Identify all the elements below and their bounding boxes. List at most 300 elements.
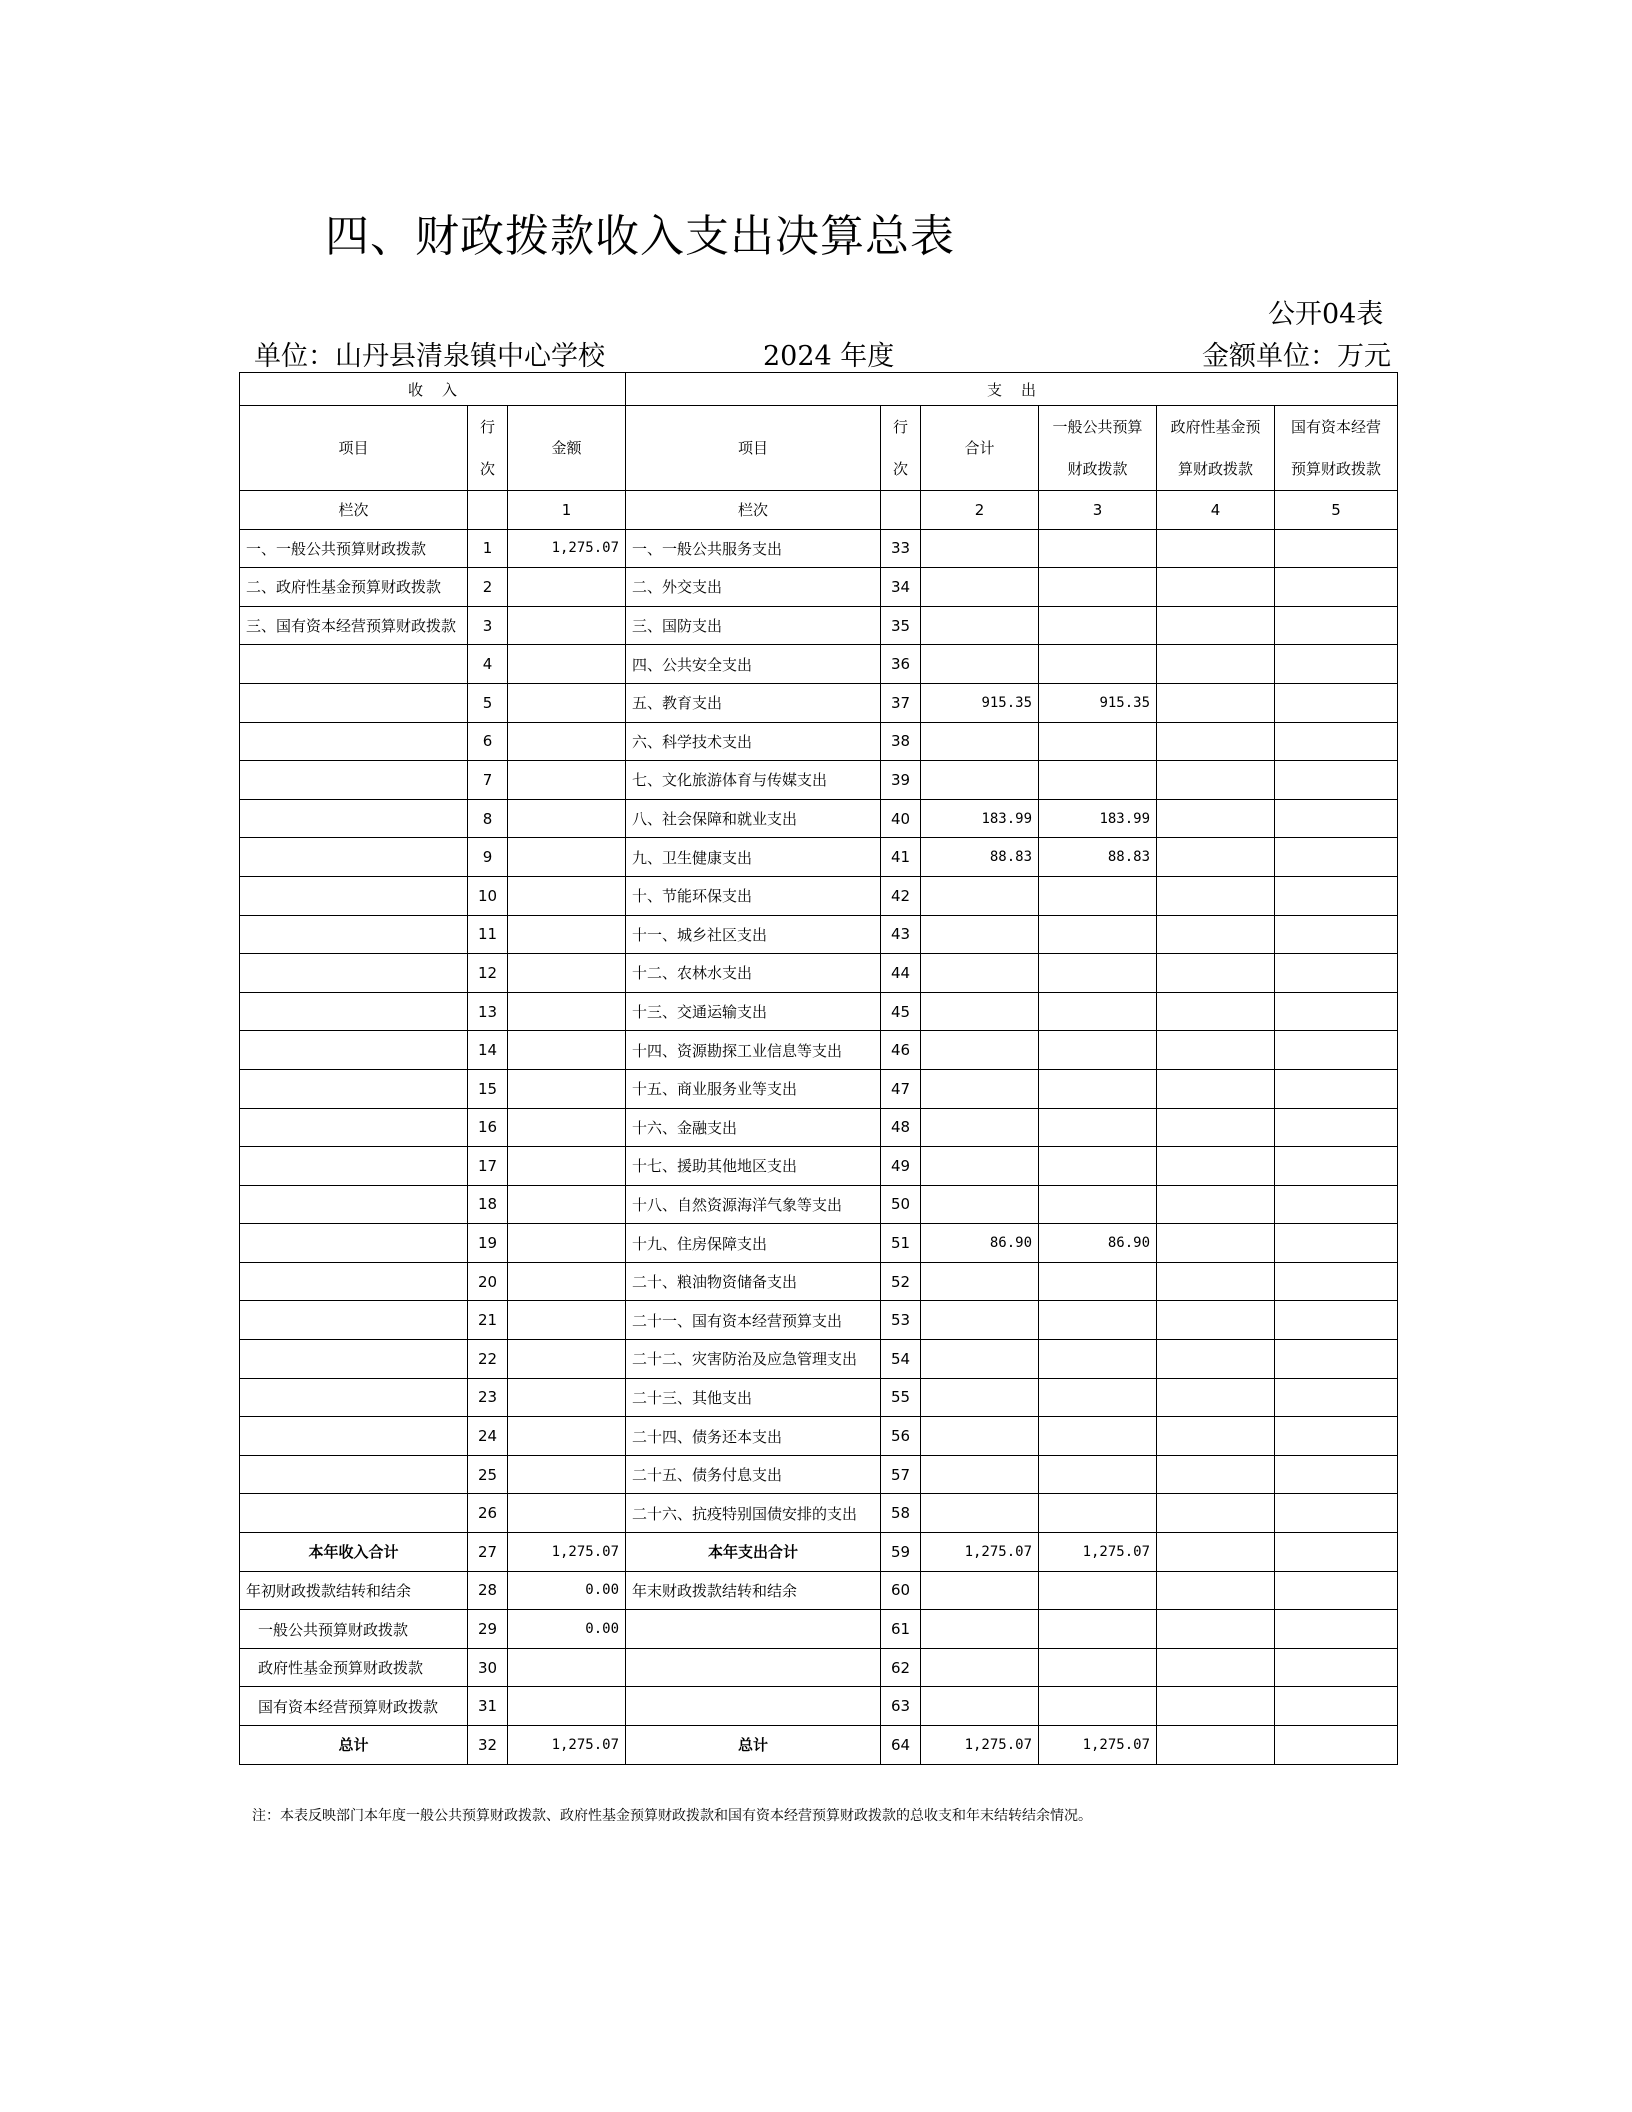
expense-gov-fund bbox=[1157, 915, 1275, 954]
expense-general-budget: 88.83 bbox=[1039, 838, 1157, 877]
expense-total bbox=[921, 1262, 1039, 1301]
expense-gov-fund bbox=[1157, 683, 1275, 722]
expense-gov-fund bbox=[1157, 799, 1275, 838]
carryover-row bbox=[240, 1571, 1398, 1610]
income-amount bbox=[508, 1378, 626, 1417]
row-number: 50 bbox=[881, 1185, 921, 1224]
expense-gov-fund bbox=[1157, 1494, 1275, 1533]
expense-state-capital bbox=[1275, 992, 1398, 1031]
row-number: 64 bbox=[881, 1726, 921, 1765]
expense-item: 二十三、其他支出 bbox=[626, 1378, 881, 1417]
income-amount bbox=[508, 1108, 626, 1147]
table-row bbox=[240, 722, 1398, 761]
begin-state-capital-label: 国有资本经营预算财政拨款 bbox=[240, 1687, 468, 1726]
expense-total bbox=[921, 915, 1039, 954]
income-amount bbox=[508, 683, 626, 722]
expense-gov-fund bbox=[1157, 954, 1275, 993]
expense-state-capital bbox=[1275, 1185, 1398, 1224]
table-row bbox=[240, 529, 1398, 568]
row-number: 44 bbox=[881, 954, 921, 993]
row-number: 23 bbox=[468, 1378, 508, 1417]
table-row bbox=[240, 799, 1398, 838]
row-number: 49 bbox=[881, 1147, 921, 1186]
general-budget-header: 一般公共预算财政拨款 bbox=[1039, 406, 1157, 491]
row-number: 62 bbox=[881, 1648, 921, 1687]
end-carryover-label: 年末财政拨款结转和结余 bbox=[626, 1571, 881, 1610]
row-number: 52 bbox=[881, 1262, 921, 1301]
empty-cell bbox=[1275, 1571, 1398, 1610]
table-row bbox=[240, 1031, 1398, 1070]
table-row bbox=[240, 1455, 1398, 1494]
empty-cell bbox=[626, 1648, 881, 1687]
empty-cell bbox=[1157, 1571, 1275, 1610]
income-item bbox=[240, 954, 468, 993]
empty-cell bbox=[1039, 1687, 1157, 1726]
expense-general-budget bbox=[1039, 529, 1157, 568]
expense-gov-fund bbox=[1157, 606, 1275, 645]
header-row-sections bbox=[240, 373, 1398, 406]
expense-total bbox=[921, 1301, 1039, 1340]
income-amount bbox=[508, 1262, 626, 1301]
expense-total bbox=[921, 1378, 1039, 1417]
expense-general-budget bbox=[1039, 1301, 1157, 1340]
empty-cell bbox=[1275, 1687, 1398, 1726]
expense-item: 十、节能环保支出 bbox=[626, 876, 881, 915]
empty-cell bbox=[1275, 1610, 1398, 1649]
income-amount bbox=[508, 761, 626, 800]
row-number: 22 bbox=[468, 1340, 508, 1379]
expense-state-capital bbox=[1275, 1494, 1398, 1533]
expense-gov-fund bbox=[1157, 992, 1275, 1031]
row-number: 42 bbox=[881, 876, 921, 915]
expense-total: 86.90 bbox=[921, 1224, 1039, 1263]
row-number: 46 bbox=[881, 1031, 921, 1070]
row-number: 55 bbox=[881, 1378, 921, 1417]
expense-general-budget bbox=[1039, 1069, 1157, 1108]
income-amount bbox=[508, 645, 626, 684]
income-header: 收 入 bbox=[240, 373, 626, 406]
row-number: 31 bbox=[468, 1687, 508, 1726]
year-expense-general: 1,275.07 bbox=[1039, 1533, 1157, 1572]
expense-total: 915.35 bbox=[921, 683, 1039, 722]
income-amount bbox=[508, 1340, 626, 1379]
table-row bbox=[240, 1494, 1398, 1533]
empty-cell bbox=[1157, 1726, 1275, 1765]
empty-cell bbox=[1275, 1726, 1398, 1765]
row-number: 25 bbox=[468, 1455, 508, 1494]
grand-income-label: 总计 bbox=[240, 1726, 468, 1765]
empty-cell bbox=[508, 1648, 626, 1687]
year-total-row bbox=[240, 1533, 1398, 1572]
grand-expense-total: 1,275.07 bbox=[921, 1726, 1039, 1765]
income-item: 一、一般公共预算财政拨款 bbox=[240, 529, 468, 568]
begin-general-label: 一般公共预算财政拨款 bbox=[240, 1610, 468, 1649]
expense-state-capital bbox=[1275, 683, 1398, 722]
expense-state-capital bbox=[1275, 529, 1398, 568]
expense-state-capital bbox=[1275, 1417, 1398, 1456]
income-amount bbox=[508, 1455, 626, 1494]
income-item bbox=[240, 1147, 468, 1186]
table-row bbox=[240, 1224, 1398, 1263]
row-number: 27 bbox=[468, 1533, 508, 1572]
expense-general-budget bbox=[1039, 1340, 1157, 1379]
expense-state-capital bbox=[1275, 1301, 1398, 1340]
expense-gov-fund bbox=[1157, 1378, 1275, 1417]
expense-general-budget bbox=[1039, 722, 1157, 761]
expense-gov-fund bbox=[1157, 645, 1275, 684]
expense-total bbox=[921, 529, 1039, 568]
income-row-no-header: 行次 bbox=[468, 406, 508, 491]
expense-total bbox=[921, 1185, 1039, 1224]
table-row bbox=[240, 954, 1398, 993]
expense-gov-fund bbox=[1157, 1340, 1275, 1379]
row-number: 4 bbox=[468, 645, 508, 684]
row-number: 63 bbox=[881, 1687, 921, 1726]
income-amount: 1,275.07 bbox=[508, 529, 626, 568]
expense-item: 十六、金融支出 bbox=[626, 1108, 881, 1147]
expense-item-header: 项目 bbox=[626, 406, 881, 491]
expense-header: 支 出 bbox=[626, 373, 1398, 406]
expense-state-capital bbox=[1275, 838, 1398, 877]
table-row bbox=[240, 1301, 1398, 1340]
carryover-general-row bbox=[240, 1610, 1398, 1649]
header-row-column-numbers bbox=[240, 491, 1398, 530]
income-item bbox=[240, 1455, 468, 1494]
table-row bbox=[240, 1378, 1398, 1417]
expense-gov-fund bbox=[1157, 1224, 1275, 1263]
expense-total bbox=[921, 954, 1039, 993]
expense-total bbox=[921, 722, 1039, 761]
empty-cell bbox=[921, 1571, 1039, 1610]
income-amount-header: 金额 bbox=[508, 406, 626, 491]
col-number-5: 5 bbox=[1275, 491, 1398, 530]
row-number: 40 bbox=[881, 799, 921, 838]
col-number-2: 2 bbox=[921, 491, 1039, 530]
expense-general-budget: 915.35 bbox=[1039, 683, 1157, 722]
expense-gov-fund bbox=[1157, 1301, 1275, 1340]
income-amount bbox=[508, 954, 626, 993]
expense-gov-fund bbox=[1157, 722, 1275, 761]
empty-cell bbox=[921, 1610, 1039, 1649]
grand-income-amount: 1,275.07 bbox=[508, 1726, 626, 1765]
col-label-left: 栏次 bbox=[240, 491, 468, 530]
row-number: 2 bbox=[468, 568, 508, 607]
empty-cell bbox=[1157, 1610, 1275, 1649]
expense-total bbox=[921, 1340, 1039, 1379]
expense-state-capital bbox=[1275, 645, 1398, 684]
expense-general-budget: 183.99 bbox=[1039, 799, 1157, 838]
expense-state-capital bbox=[1275, 1147, 1398, 1186]
expense-item: 十七、援助其他地区支出 bbox=[626, 1147, 881, 1186]
begin-general-amount: 0.00 bbox=[508, 1610, 626, 1649]
income-item bbox=[240, 1378, 468, 1417]
col-number-1: 1 bbox=[508, 491, 626, 530]
expense-state-capital bbox=[1275, 1031, 1398, 1070]
footnote: 注：本表反映部门本年度一般公共预算财政拨款、政府性基金预算财政拨款和国有资本经营预算财政拨款的总收支和年末结转结余情况。 bbox=[252, 1808, 1092, 1824]
income-amount bbox=[508, 838, 626, 877]
income-amount bbox=[508, 915, 626, 954]
row-number: 24 bbox=[468, 1417, 508, 1456]
carryover-state-capital-row bbox=[240, 1687, 1398, 1726]
income-item bbox=[240, 1108, 468, 1147]
row-number: 19 bbox=[468, 1224, 508, 1263]
income-item bbox=[240, 1494, 468, 1533]
grand-expense-general: 1,275.07 bbox=[1039, 1726, 1157, 1765]
income-item bbox=[240, 1417, 468, 1456]
empty-cell bbox=[468, 491, 508, 530]
income-item bbox=[240, 1185, 468, 1224]
row-number: 59 bbox=[881, 1533, 921, 1572]
expense-item: 十五、商业服务业等支出 bbox=[626, 1069, 881, 1108]
expense-state-capital bbox=[1275, 876, 1398, 915]
row-number: 38 bbox=[881, 722, 921, 761]
table-row bbox=[240, 1069, 1398, 1108]
row-number: 54 bbox=[881, 1340, 921, 1379]
row-number: 3 bbox=[468, 606, 508, 645]
row-number: 35 bbox=[881, 606, 921, 645]
income-amount bbox=[508, 876, 626, 915]
expense-general-budget bbox=[1039, 1455, 1157, 1494]
expense-state-capital bbox=[1275, 1262, 1398, 1301]
income-amount bbox=[508, 1031, 626, 1070]
expense-item: 十八、自然资源海洋气象等支出 bbox=[626, 1185, 881, 1224]
expense-item: 二十一、国有资本经营预算支出 bbox=[626, 1301, 881, 1340]
empty-cell bbox=[1275, 1648, 1398, 1687]
income-item bbox=[240, 1340, 468, 1379]
empty-cell bbox=[921, 1687, 1039, 1726]
table-row bbox=[240, 915, 1398, 954]
row-number: 51 bbox=[881, 1224, 921, 1263]
row-number: 26 bbox=[468, 1494, 508, 1533]
row-number: 15 bbox=[468, 1069, 508, 1108]
expense-item: 七、文化旅游体育与传媒支出 bbox=[626, 761, 881, 800]
row-number: 29 bbox=[468, 1610, 508, 1649]
row-number: 7 bbox=[468, 761, 508, 800]
income-item bbox=[240, 722, 468, 761]
expense-general-budget bbox=[1039, 761, 1157, 800]
expense-general-budget bbox=[1039, 1108, 1157, 1147]
expense-gov-fund bbox=[1157, 1417, 1275, 1456]
income-item bbox=[240, 799, 468, 838]
income-amount bbox=[508, 1301, 626, 1340]
expense-item: 十一、城乡社区支出 bbox=[626, 915, 881, 954]
table-row bbox=[240, 876, 1398, 915]
expense-general-budget bbox=[1039, 1494, 1157, 1533]
income-amount bbox=[508, 1417, 626, 1456]
empty-cell bbox=[1157, 1687, 1275, 1726]
expense-item: 五、教育支出 bbox=[626, 683, 881, 722]
expense-item: 十三、交通运输支出 bbox=[626, 992, 881, 1031]
row-number: 56 bbox=[881, 1417, 921, 1456]
row-number: 39 bbox=[881, 761, 921, 800]
fiscal-year: 2024 年度 bbox=[763, 341, 895, 372]
expense-state-capital bbox=[1275, 1378, 1398, 1417]
expense-total bbox=[921, 1417, 1039, 1456]
table-row bbox=[240, 1417, 1398, 1456]
empty-cell bbox=[626, 1687, 881, 1726]
table-row bbox=[240, 683, 1398, 722]
income-item bbox=[240, 838, 468, 877]
table-row bbox=[240, 838, 1398, 877]
expense-general-budget bbox=[1039, 915, 1157, 954]
expense-total bbox=[921, 1031, 1039, 1070]
row-number: 33 bbox=[881, 529, 921, 568]
expense-general-budget bbox=[1039, 1031, 1157, 1070]
income-amount bbox=[508, 1224, 626, 1263]
col-number-4: 4 bbox=[1157, 491, 1275, 530]
expense-item: 二十五、债务付息支出 bbox=[626, 1455, 881, 1494]
expense-state-capital bbox=[1275, 1069, 1398, 1108]
expense-gov-fund bbox=[1157, 1147, 1275, 1186]
row-number: 32 bbox=[468, 1726, 508, 1765]
income-item bbox=[240, 915, 468, 954]
income-amount bbox=[508, 606, 626, 645]
empty-cell bbox=[1039, 1571, 1157, 1610]
row-number: 13 bbox=[468, 992, 508, 1031]
expense-general-budget bbox=[1039, 606, 1157, 645]
year-expense-total-label: 本年支出合计 bbox=[626, 1533, 881, 1572]
row-number: 43 bbox=[881, 915, 921, 954]
row-number: 16 bbox=[468, 1108, 508, 1147]
empty-cell bbox=[1157, 1648, 1275, 1687]
grand-expense-label: 总计 bbox=[626, 1726, 881, 1765]
row-number: 6 bbox=[468, 722, 508, 761]
appropriation-summary-table bbox=[239, 372, 1398, 1765]
income-amount bbox=[508, 992, 626, 1031]
expense-general-budget bbox=[1039, 1185, 1157, 1224]
expense-state-capital bbox=[1275, 1108, 1398, 1147]
row-number: 47 bbox=[881, 1069, 921, 1108]
income-item bbox=[240, 1069, 468, 1108]
expense-gov-fund bbox=[1157, 529, 1275, 568]
row-number: 14 bbox=[468, 1031, 508, 1070]
carryover-gov-fund-row bbox=[240, 1648, 1398, 1687]
header-row-columns bbox=[240, 406, 1398, 491]
expense-row-no-header: 行次 bbox=[881, 406, 921, 491]
income-amount bbox=[508, 1147, 626, 1186]
expense-total: 88.83 bbox=[921, 838, 1039, 877]
empty-cell bbox=[1157, 1533, 1275, 1572]
row-number: 12 bbox=[468, 954, 508, 993]
income-item bbox=[240, 645, 468, 684]
col-label-right: 栏次 bbox=[626, 491, 881, 530]
expense-item: 十九、住房保障支出 bbox=[626, 1224, 881, 1263]
expense-gov-fund bbox=[1157, 876, 1275, 915]
row-number: 5 bbox=[468, 683, 508, 722]
row-number: 57 bbox=[881, 1455, 921, 1494]
expense-state-capital bbox=[1275, 606, 1398, 645]
row-number: 53 bbox=[881, 1301, 921, 1340]
income-item bbox=[240, 1224, 468, 1263]
income-amount bbox=[508, 568, 626, 607]
expense-gov-fund bbox=[1157, 838, 1275, 877]
income-item bbox=[240, 992, 468, 1031]
state-capital-header: 国有资本经营预算财政拨款 bbox=[1275, 406, 1398, 491]
table-row bbox=[240, 992, 1398, 1031]
row-number: 34 bbox=[881, 568, 921, 607]
table-row bbox=[240, 1108, 1398, 1147]
expense-total-header: 合计 bbox=[921, 406, 1039, 491]
begin-gov-fund-label: 政府性基金预算财政拨款 bbox=[240, 1648, 468, 1687]
expense-total bbox=[921, 606, 1039, 645]
expense-gov-fund bbox=[1157, 1069, 1275, 1108]
table-row bbox=[240, 1262, 1398, 1301]
expense-gov-fund bbox=[1157, 1031, 1275, 1070]
expense-general-budget bbox=[1039, 1378, 1157, 1417]
empty-cell bbox=[1039, 1610, 1157, 1649]
income-item bbox=[240, 1031, 468, 1070]
income-item bbox=[240, 683, 468, 722]
income-item bbox=[240, 1262, 468, 1301]
expense-general-budget bbox=[1039, 954, 1157, 993]
row-number: 10 bbox=[468, 876, 508, 915]
row-number: 21 bbox=[468, 1301, 508, 1340]
table-row bbox=[240, 761, 1398, 800]
income-amount bbox=[508, 722, 626, 761]
expense-gov-fund bbox=[1157, 568, 1275, 607]
income-item bbox=[240, 761, 468, 800]
expense-total bbox=[921, 1147, 1039, 1186]
expense-gov-fund bbox=[1157, 1262, 1275, 1301]
expense-item: 三、国防支出 bbox=[626, 606, 881, 645]
row-number: 28 bbox=[468, 1571, 508, 1610]
expense-total: 183.99 bbox=[921, 799, 1039, 838]
table-number: 公开04表 bbox=[1268, 299, 1384, 330]
expense-general-budget bbox=[1039, 1262, 1157, 1301]
table-row bbox=[240, 645, 1398, 684]
table-row bbox=[240, 1340, 1398, 1379]
expense-state-capital bbox=[1275, 1224, 1398, 1263]
expense-item: 八、社会保障和就业支出 bbox=[626, 799, 881, 838]
expense-general-budget bbox=[1039, 992, 1157, 1031]
expense-general-budget bbox=[1039, 1147, 1157, 1186]
expense-state-capital bbox=[1275, 722, 1398, 761]
expense-general-budget bbox=[1039, 1417, 1157, 1456]
expense-item: 二十四、债务还本支出 bbox=[626, 1417, 881, 1456]
expense-general-budget bbox=[1039, 568, 1157, 607]
row-number: 36 bbox=[881, 645, 921, 684]
table-row bbox=[240, 568, 1398, 607]
income-item: 三、国有资本经营预算财政拨款 bbox=[240, 606, 468, 645]
income-amount bbox=[508, 1494, 626, 1533]
row-number: 30 bbox=[468, 1648, 508, 1687]
income-amount bbox=[508, 1069, 626, 1108]
income-amount bbox=[508, 1185, 626, 1224]
expense-item: 十二、农林水支出 bbox=[626, 954, 881, 993]
table-row bbox=[240, 1185, 1398, 1224]
empty-cell bbox=[1275, 1533, 1398, 1572]
row-number: 58 bbox=[881, 1494, 921, 1533]
row-number: 20 bbox=[468, 1262, 508, 1301]
expense-total bbox=[921, 992, 1039, 1031]
expense-state-capital bbox=[1275, 568, 1398, 607]
expense-total bbox=[921, 1494, 1039, 1533]
expense-total bbox=[921, 1069, 1039, 1108]
expense-total bbox=[921, 876, 1039, 915]
col-number-3: 3 bbox=[1039, 491, 1157, 530]
expense-item: 十四、资源勘探工业信息等支出 bbox=[626, 1031, 881, 1070]
row-number: 1 bbox=[468, 529, 508, 568]
income-item-header: 项目 bbox=[240, 406, 468, 491]
row-number: 60 bbox=[881, 1571, 921, 1610]
expense-general-budget bbox=[1039, 876, 1157, 915]
row-number: 8 bbox=[468, 799, 508, 838]
expense-gov-fund bbox=[1157, 1108, 1275, 1147]
income-amount bbox=[508, 799, 626, 838]
table-row bbox=[240, 1147, 1398, 1186]
expense-item: 一、一般公共服务支出 bbox=[626, 529, 881, 568]
expense-total bbox=[921, 1108, 1039, 1147]
